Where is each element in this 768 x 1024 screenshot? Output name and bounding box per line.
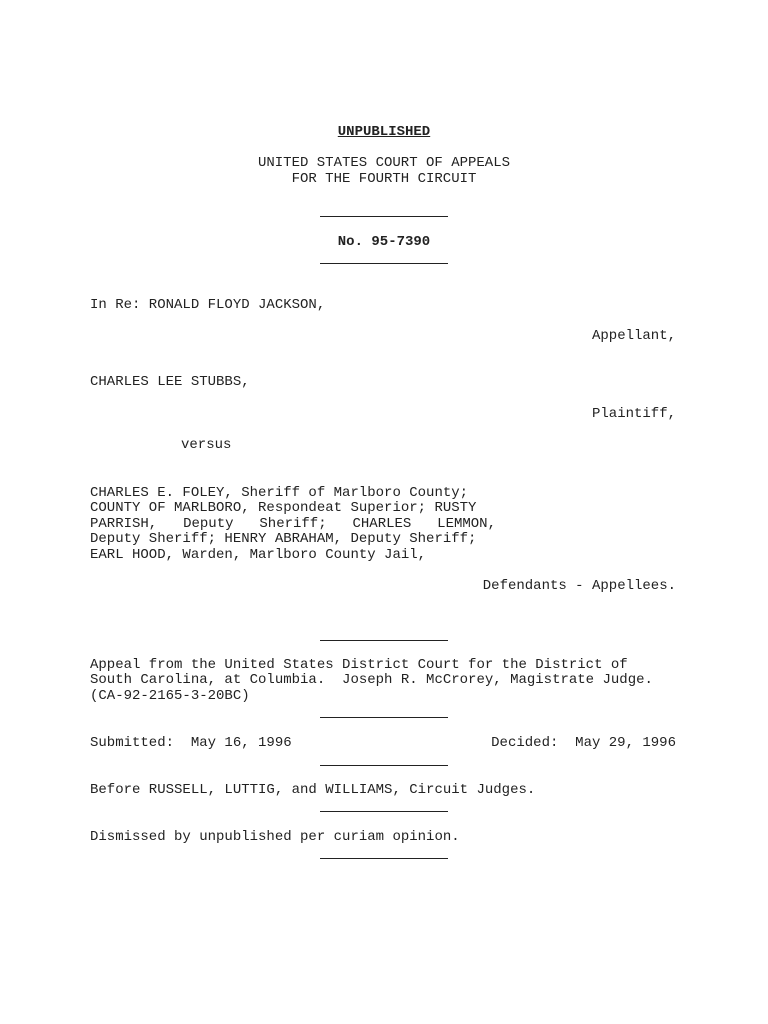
decided-date: Decided: May 29, 1996: [491, 735, 676, 751]
defendants-word: PARRISH,: [90, 516, 158, 532]
defendants-role: Defendants - Appellees.: [482, 578, 676, 594]
defendants-line-3: [90, 516, 496, 532]
disposition: Dismissed by unpublished per curiam opinion.: [90, 829, 460, 845]
appeal-line-2: South Carolina, at Columbia. Joseph R. McCrorey, Magistrate Judge.: [90, 672, 653, 688]
divider-rule: [320, 858, 448, 859]
defendants-word: LEMMON,: [437, 516, 496, 532]
appeal-line-1: Appeal from the United States District Court for the District of: [90, 657, 628, 673]
defendants-line-4: Deputy Sheriff; HENRY ABRAHAM, Deputy Sheriff;: [90, 531, 477, 547]
divider-rule: [320, 811, 448, 812]
divider-rule: [320, 640, 448, 641]
appeal-line-3: (CA-92-2165-3-20BC): [90, 688, 250, 704]
plaintiff-role: Plaintiff,: [591, 406, 676, 422]
versus-label: versus: [181, 437, 232, 453]
in-re-party: In Re: RONALD FLOYD JACKSON,: [90, 297, 326, 313]
court-name-line1: UNITED STATES COURT OF APPEALS: [257, 155, 511, 171]
defendants-word: CHARLES: [352, 516, 412, 532]
panel-judges: Before RUSSELL, LUTTIG, and WILLIAMS, Circuit Judges.: [90, 782, 536, 798]
unpublished-heading: UNPUBLISHED: [337, 124, 431, 140]
defendants-word: Sheriff;: [259, 516, 327, 532]
divider-rule: [320, 263, 448, 264]
submitted-date: Submitted: May 16, 1996: [90, 735, 292, 751]
case-number: No. 95-7390: [337, 234, 431, 250]
defendants-line-5: EARL HOOD, Warden, Marlboro County Jail,: [90, 547, 427, 563]
defendants-word: Deputy: [183, 516, 234, 532]
divider-rule: [320, 717, 448, 718]
court-name-line2: FOR THE FOURTH CIRCUIT: [291, 171, 477, 187]
defendants-line-2: COUNTY OF MARLBORO, Respondeat Superior; RUSTY: [90, 500, 477, 516]
divider-rule: [320, 765, 448, 766]
defendants-line-1: CHARLES E. FOLEY, Sheriff of Marlboro County;: [90, 485, 469, 501]
divider-rule: [320, 216, 448, 217]
appellant-role: Appellant,: [591, 328, 676, 344]
plaintiff-name: CHARLES LEE STUBBS,: [90, 374, 250, 390]
